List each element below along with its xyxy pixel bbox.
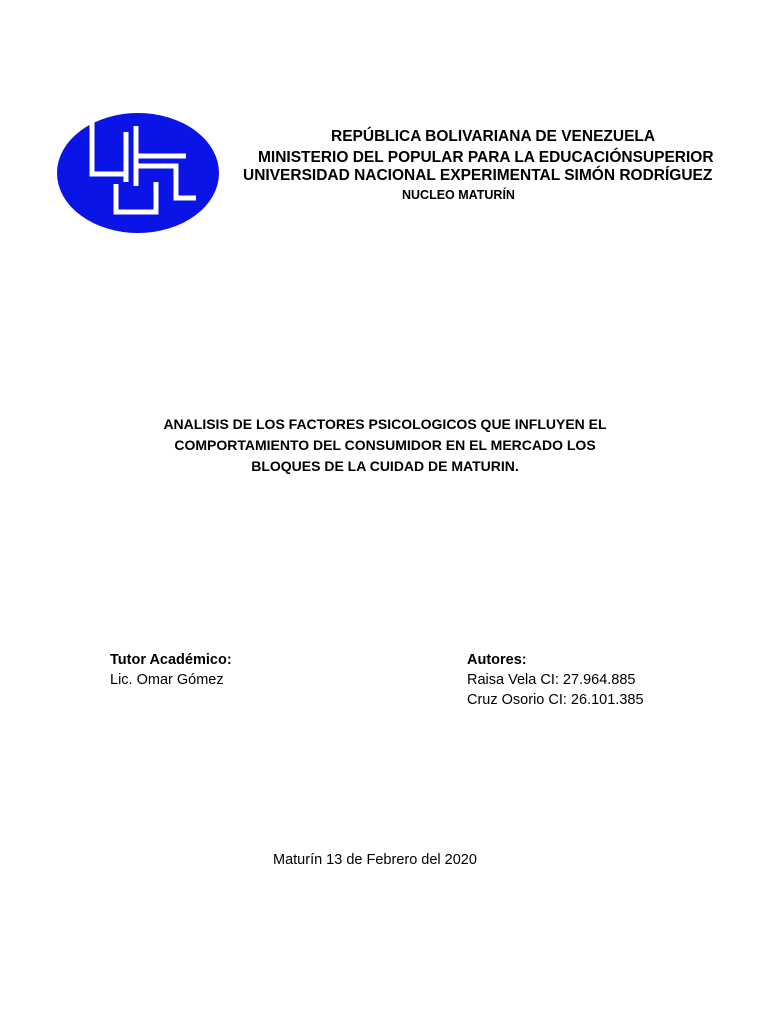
tutor-heading: Tutor Académico: bbox=[110, 652, 232, 668]
document-date: Maturín 13 de Febrero del 2020 bbox=[273, 852, 477, 868]
title-line: ANALISIS DE LOS FACTORES PSICOLOGICOS QUE INFLUYEN EL bbox=[163, 416, 607, 432]
authors-heading: Autores: bbox=[467, 652, 527, 668]
authors-block bbox=[467, 650, 644, 710]
author-name: Raisa Vela CI: 27.964.885 bbox=[467, 672, 636, 688]
title-line: COMPORTAMIENTO DEL CONSUMIDOR EN EL MERCADO LOS bbox=[174, 437, 596, 453]
country-heading: REPÚBLICA BOLIVARIANA DE VENEZUELA bbox=[331, 128, 656, 145]
document-title bbox=[100, 414, 670, 477]
tutor-name: Lic. Omar Gómez bbox=[110, 672, 224, 688]
university-logo-icon bbox=[56, 112, 220, 234]
university-heading: UNIVERSIDAD NACIONAL EXPERIMENTAL SIMÓN RODRÍGUEZ bbox=[243, 167, 713, 184]
author-name: Cruz Osorio CI: 26.101.385 bbox=[467, 692, 644, 708]
campus-heading: NUCLEO MATURÍN bbox=[402, 188, 515, 202]
title-line: BLOQUES DE LA CUIDAD DE MATURIN. bbox=[251, 458, 519, 474]
ministry-heading: MINISTERIO DEL POPULAR PARA LA EDUCACIÓNSUPERIOR bbox=[258, 149, 714, 166]
tutor-block bbox=[110, 650, 232, 690]
